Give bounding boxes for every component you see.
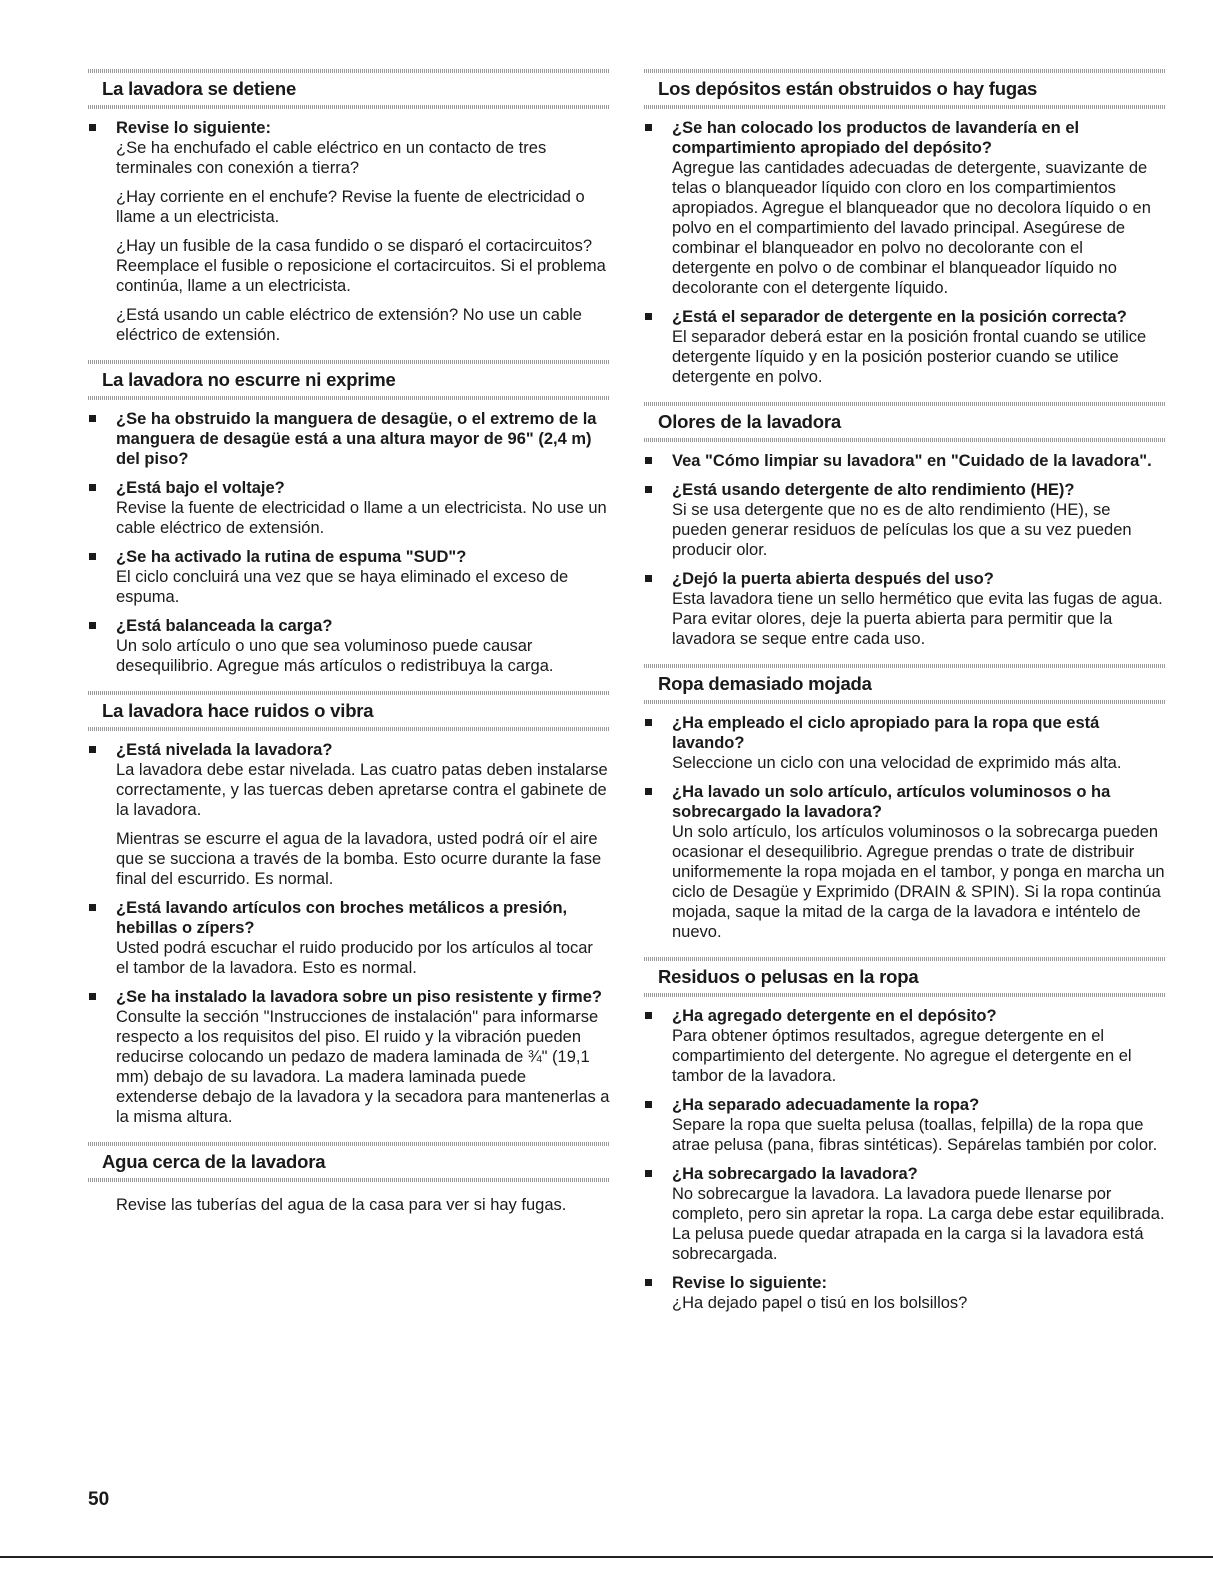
section-header [88,688,610,731]
checklist-item [88,898,610,978]
item-question: Vea "Cómo limpiar su lavadora" en "Cuidado de la lavadora". [672,452,1152,470]
item-question: ¿Ha separado adecuadamente la ropa? [672,1096,980,1114]
section-title: Agua cerca de la lavadora [102,1151,326,1172]
item-answer: Esta lavadora tiene un sello hermético que evita las fugas de agua. Para evitar olores, deje la puerta abierta para permitir que la lavadora se seque entre cada uso. [672,590,1163,648]
item-question: ¿Está bajo el voltaje? [116,479,285,497]
section-header [644,399,1166,442]
item-answer: Usted podrá escuchar el ruido producido por los artículos al tocar el tambor de la lavadora. Esto es normal. [116,939,593,977]
section-text: Revise las tuberías del agua de la casa para ver si hay fugas. [116,1196,567,1214]
square-bullet-icon [89,622,96,629]
item-question: ¿Se ha activado la rutina de espuma "SUD"? [116,548,467,566]
section-header [644,661,1166,704]
square-bullet-icon [645,1170,652,1177]
item-question: ¿Ha agregado detergente en el depósito? [672,1007,997,1025]
square-bullet-icon [89,415,96,422]
section-header [88,1139,610,1182]
item-question: ¿Está usando detergente de alto rendimiento (HE)? [672,481,1075,499]
square-bullet-icon [645,313,652,320]
item-answer: Un solo artículo o uno que sea voluminoso puede causar desequilibrio. Agregue más artículos o redistribuya la carga. [116,637,554,675]
section-header [88,66,610,109]
square-bullet-icon [89,553,96,560]
checklist-item [88,547,610,607]
troubleshooting-section [644,399,1166,649]
item-answer: Separe la ropa que suelta pelusa (toallas, felpilla) de la ropa que atrae pelusa (pana, fibras sintéticas). Sepárelas también por color. [672,1116,1158,1154]
item-answer: Consulte la sección "Instrucciones de instalación" para informarse respecto a los requisitos del piso. El ruido y la vibración pueden reducirse colocando un pedazo de madera laminada de ¾" (19,1 mm) debajo de su lavadora. La madera laminada puede extenderse debajo de la lavadora y la secadora para mantenerlas a la misma altura. [116,1008,610,1126]
item-answer: Agregue las cantidades adecuadas de detergente, suavizante de telas o blanqueador líquido con cloro en los compartimientos apropiados. Agregue el blanqueador que no decolora líquido o en polvo en el compartimiento del lavado principal. Asegúrese de combinar el blanqueador en polvo no decolorante con el detergente en polvo o de combinar el blanqueador líquido no decolorante con el detergente líquido. [672,159,1151,297]
checklist-item [644,1095,1166,1155]
section-title: Ropa demasiado mojada [658,673,872,694]
item-question: ¿Se ha obstruido la manguera de desagüe, o el extremo de la manguera de desagüe está a una altura mayor de 96" (2,4 m) del piso? [116,410,597,468]
item-question: ¿Ha empleado el ciclo apropiado para la ropa que está lavando? [672,714,1100,752]
section-title: Olores de la lavadora [658,411,841,432]
right-column [644,66,1166,1325]
checklist-item [88,118,610,345]
item-question: ¿Está lavando artículos con broches metálicos a presión, hebillas o zípers? [116,899,568,937]
section-title: Los depósitos están obstruidos o hay fugas [658,78,1038,99]
troubleshooting-section [88,1139,610,1215]
troubleshooting-section [644,661,1166,942]
section-title: La lavadora se detiene [102,78,297,99]
item-question: ¿Dejó la puerta abierta después del uso? [672,570,994,588]
checklist-item [88,409,610,469]
section-header [88,357,610,400]
bottom-rule [0,1556,1213,1558]
item-answer: ¿Hay un fusible de la casa fundido o se disparó el cortacircuitos? Reemplace el fusible o reposicione el cortacircuitos. Si el problema continúa, llame a un electricista. [116,237,606,295]
checklist-item [88,616,610,676]
item-answer: Para obtener óptimos resultados, agregue detergente en el compartimiento del detergente. No agregue el detergente en el tambor de la lavadora. [672,1027,1132,1085]
item-answer: No sobrecargue la lavadora. La lavadora puede llenarse por completo, pero sin apretar la ropa. La carga debe estar equilibrada. La pelusa puede quedar atrapada en la carga si la lavadora está sobrecargada. [672,1185,1165,1263]
checklist-item [644,480,1166,560]
square-bullet-icon [645,1012,652,1019]
item-answer: El separador deberá estar en la posición frontal cuando se utilice detergente líquido y en la posición posterior cuando se utilice detergente en polvo. [672,328,1147,386]
square-bullet-icon [645,1279,652,1286]
checklist-item [88,740,610,889]
checklist-item [644,1273,1166,1313]
troubleshooting-section [88,688,610,1127]
checklist-item [644,1164,1166,1264]
item-question: Revise lo siguiente: [116,119,271,137]
item-answer: ¿Ha dejado papel o tisú en los bolsillos? [672,1294,968,1312]
square-bullet-icon [645,575,652,582]
item-answer: ¿Se ha enchufado el cable eléctrico en un contacto de tres terminales con conexión a tierra? [116,139,547,177]
section-title: La lavadora hace ruidos o vibra [102,700,374,721]
item-answer: Un solo artículo, los artículos voluminosos o la sobrecarga pueden ocasionar el desequilibrio. Agregue prendas o trate de distribuir uniformemente la ropa mojada en el tambor, y ponga en marcha un ciclo de Desagüe y Exprimido (DRAIN & SPIN). Si la ropa continúa mojada, saque la mitad de la carga de la lavadora e inténtelo de nuevo. [672,823,1165,941]
item-question: ¿Se han colocado los productos de lavandería en el compartimiento apropiado del depósito? [672,119,1080,157]
square-bullet-icon [645,719,652,726]
checklist-item [88,987,610,1127]
item-answer: Seleccione un ciclo con una velocidad de exprimido más alta. [672,754,1122,772]
section-title: La lavadora no escurre ni exprime [102,369,396,390]
checklist-item [644,118,1166,298]
troubleshooting-section [644,954,1166,1313]
item-question: Revise lo siguiente: [672,1274,827,1292]
item-answer: Mientras se escurre el agua de la lavadora, usted podrá oír el aire que se succiona a través de la bomba. Esto ocurre durante la fase final del escurrido. Es normal. [116,830,602,888]
checklist-item [644,307,1166,387]
square-bullet-icon [645,457,652,464]
square-bullet-icon [89,904,96,911]
troubleshooting-section [644,66,1166,387]
square-bullet-icon [645,1101,652,1108]
checklist-item [88,478,610,538]
troubleshooting-section [88,357,610,676]
checklist-item [644,782,1166,942]
square-bullet-icon [645,788,652,795]
page-number: 50 [88,1489,110,1510]
square-bullet-icon [89,484,96,491]
item-question: ¿Ha lavado un solo artículo, artículos voluminosos o ha sobrecargado la lavadora? [672,783,1111,821]
square-bullet-icon [89,746,96,753]
section-header [644,954,1166,997]
checklist-item [644,569,1166,649]
section-header [644,66,1166,109]
item-question: ¿Ha sobrecargado la lavadora? [672,1165,918,1183]
item-answer: Revise la fuente de electricidad o llame a un electricista. No use un cable eléctrico de extensión. [116,499,607,537]
item-question: ¿Se ha instalado la lavadora sobre un piso resistente y firme? [116,988,602,1006]
item-answer: ¿Está usando un cable eléctrico de extensión? No use un cable eléctrico de extensión. [116,306,582,344]
checklist-item [644,451,1166,471]
square-bullet-icon [89,124,96,131]
item-question: ¿Está nivelada la lavadora? [116,741,333,759]
square-bullet-icon [645,486,652,493]
item-question: ¿Está balanceada la carga? [116,617,333,635]
left-column [88,66,610,1227]
item-answer: El ciclo concluirá una vez que se haya eliminado el exceso de espuma. [116,568,569,606]
section-title: Residuos o pelusas en la ropa [658,966,919,987]
item-answer: ¿Hay corriente en el enchufe? Revise la fuente de electricidad o llame a un electricista. [116,188,585,226]
square-bullet-icon [89,993,96,1000]
item-answer: Si se usa detergente que no es de alto rendimiento (HE), se pueden generar residuos de películas los que a su vez pueden producir olor. [672,501,1132,559]
checklist-item [644,1006,1166,1086]
troubleshooting-section [88,66,610,345]
item-question: ¿Está el separador de detergente en la posición correcta? [672,308,1127,326]
item-answer: La lavadora debe estar nivelada. Las cuatro patas deben instalarse correctamente, y las tuercas deben apretarse contra el gabinete de la lavadora. [116,761,608,819]
square-bullet-icon [645,124,652,131]
checklist-item [644,713,1166,773]
